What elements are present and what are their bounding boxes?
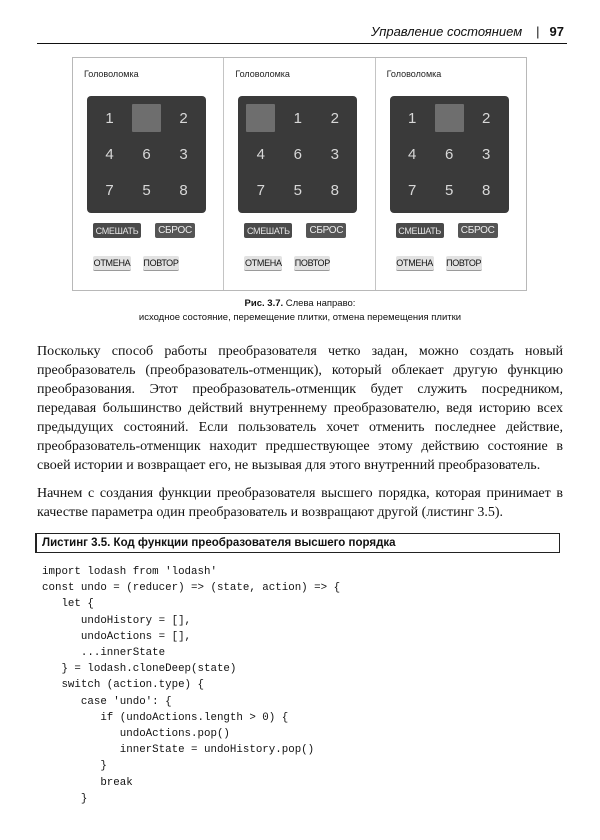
- code-line: const undo = (reducer) => (state, action) => {: [42, 582, 341, 595]
- paragraph: Начнем с создания функции преобразователя высшего порядка, которая принимает в качестве параметра один преобразователь и возвращают другой (листинг 3.5).: [37, 486, 563, 520]
- tile[interactable]: 7: [407, 182, 417, 200]
- tile[interactable]: 3: [179, 145, 188, 163]
- caption-line-2: исходное состояние, перемещение плитки, отмена перемещения плитки: [138, 312, 462, 323]
- empty-tile: [435, 104, 464, 132]
- tile[interactable]: 5: [444, 182, 454, 200]
- tile[interactable]: 4: [105, 145, 114, 163]
- tile[interactable]: 7: [105, 182, 114, 200]
- tile[interactable]: 5: [142, 182, 151, 200]
- puzzle-board: [87, 96, 206, 213]
- panel-title: Головоломка: [235, 69, 290, 79]
- shuffle-button[interactable]: СМЕШАТЬ: [396, 223, 444, 238]
- undo-button[interactable]: ОТМЕНА: [93, 256, 131, 271]
- tile[interactable]: 6: [293, 145, 302, 163]
- shuffle-button[interactable]: СМЕШАТЬ: [244, 223, 292, 238]
- undo-button[interactable]: ОТМЕНА: [244, 256, 282, 271]
- tile[interactable]: 2: [179, 109, 188, 127]
- tile[interactable]: 6: [142, 145, 151, 163]
- tile[interactable]: 1: [293, 109, 302, 127]
- code-line: undoHistory = [],: [42, 614, 192, 627]
- code-line: ...innerState: [42, 647, 166, 660]
- tile[interactable]: 8: [330, 182, 339, 200]
- code-line: }: [42, 792, 88, 805]
- code-line: break: [42, 776, 133, 789]
- tile[interactable]: 1: [105, 109, 114, 127]
- tile[interactable]: 7: [256, 182, 265, 200]
- code-line: }: [42, 760, 107, 773]
- panel-title: Головоломка: [84, 69, 139, 79]
- tile[interactable]: 8: [481, 182, 491, 200]
- tile[interactable]: 5: [293, 182, 302, 200]
- code-line: import lodash from 'lodash': [42, 566, 217, 578]
- tile[interactable]: 1: [407, 109, 417, 127]
- empty-tile: [132, 104, 161, 132]
- page-number: 97: [549, 24, 564, 39]
- caption-label: Рис. 3.7.: [244, 298, 284, 309]
- puzzle-panel-undone: [376, 58, 526, 290]
- code-line: undoActions = [],: [42, 630, 192, 643]
- reset-button[interactable]: СБРОС: [458, 223, 498, 238]
- listing-title: Листинг 3.5. Код функции преобразователя высшего порядка: [35, 533, 560, 553]
- code-line: undoActions.pop(): [42, 728, 230, 741]
- puzzle-board: [238, 96, 357, 213]
- caption-line-1: Слева направо:: [283, 298, 356, 309]
- figure-caption: [60, 297, 540, 325]
- undo-button[interactable]: ОТМЕНА: [396, 256, 434, 271]
- separator: |: [536, 24, 540, 39]
- puzzle-board: [390, 96, 509, 213]
- tile[interactable]: 4: [256, 145, 265, 163]
- panel-title: Головоломка: [386, 69, 442, 79]
- tile[interactable]: 2: [481, 109, 491, 127]
- puzzle-panel-initial: [73, 58, 224, 290]
- redo-button[interactable]: ПОВТОР: [446, 256, 482, 271]
- code-line: switch (action.type) {: [42, 679, 204, 692]
- tile[interactable]: 3: [330, 145, 339, 163]
- paragraph: Поскольку способ работы преобразователя четко задан, можно создать новый преобразователь (преобразователь-отменщик), который облекает другую функцию преобразования. Этот преобразователь-отменщик будет служить посредником, передавая большинство действий внутреннему преобразователю, ведя историю всех предыдущих состояний. Если пользователь хочет отменить последнее действие, преобразователь-отменщик находит предшествующее этому действию состояние в своей истории и возвращает его, не вызывая для этого внутренний преобразователь.: [37, 344, 563, 473]
- redo-button[interactable]: ПОВТОР: [294, 256, 330, 271]
- code-line: innerState = undoHistory.pop(): [42, 744, 315, 757]
- tile[interactable]: 2: [330, 109, 339, 127]
- tile[interactable]: 3: [481, 145, 491, 163]
- reset-button[interactable]: СБРОС: [306, 223, 346, 238]
- empty-tile: [246, 104, 275, 132]
- code-line: } = lodash.cloneDeep(state): [42, 663, 237, 676]
- puzzle-panel-moved: [224, 58, 375, 290]
- code-line: let {: [42, 598, 94, 611]
- tile[interactable]: 6: [444, 145, 454, 163]
- code-line: case 'undo': {: [42, 695, 172, 708]
- reset-button[interactable]: СБРОС: [155, 223, 195, 238]
- chapter-title: Управление состоянием: [371, 24, 523, 39]
- code-listing: [42, 564, 340, 807]
- figure-puzzle-states: [72, 57, 527, 291]
- tile[interactable]: 4: [407, 145, 417, 163]
- tile[interactable]: 8: [179, 182, 188, 200]
- running-head: [37, 24, 567, 44]
- code-line: if (undoActions.length > 0) {: [42, 711, 289, 724]
- redo-button[interactable]: ПОВТОР: [143, 256, 179, 271]
- shuffle-button[interactable]: СМЕШАТЬ: [93, 223, 141, 238]
